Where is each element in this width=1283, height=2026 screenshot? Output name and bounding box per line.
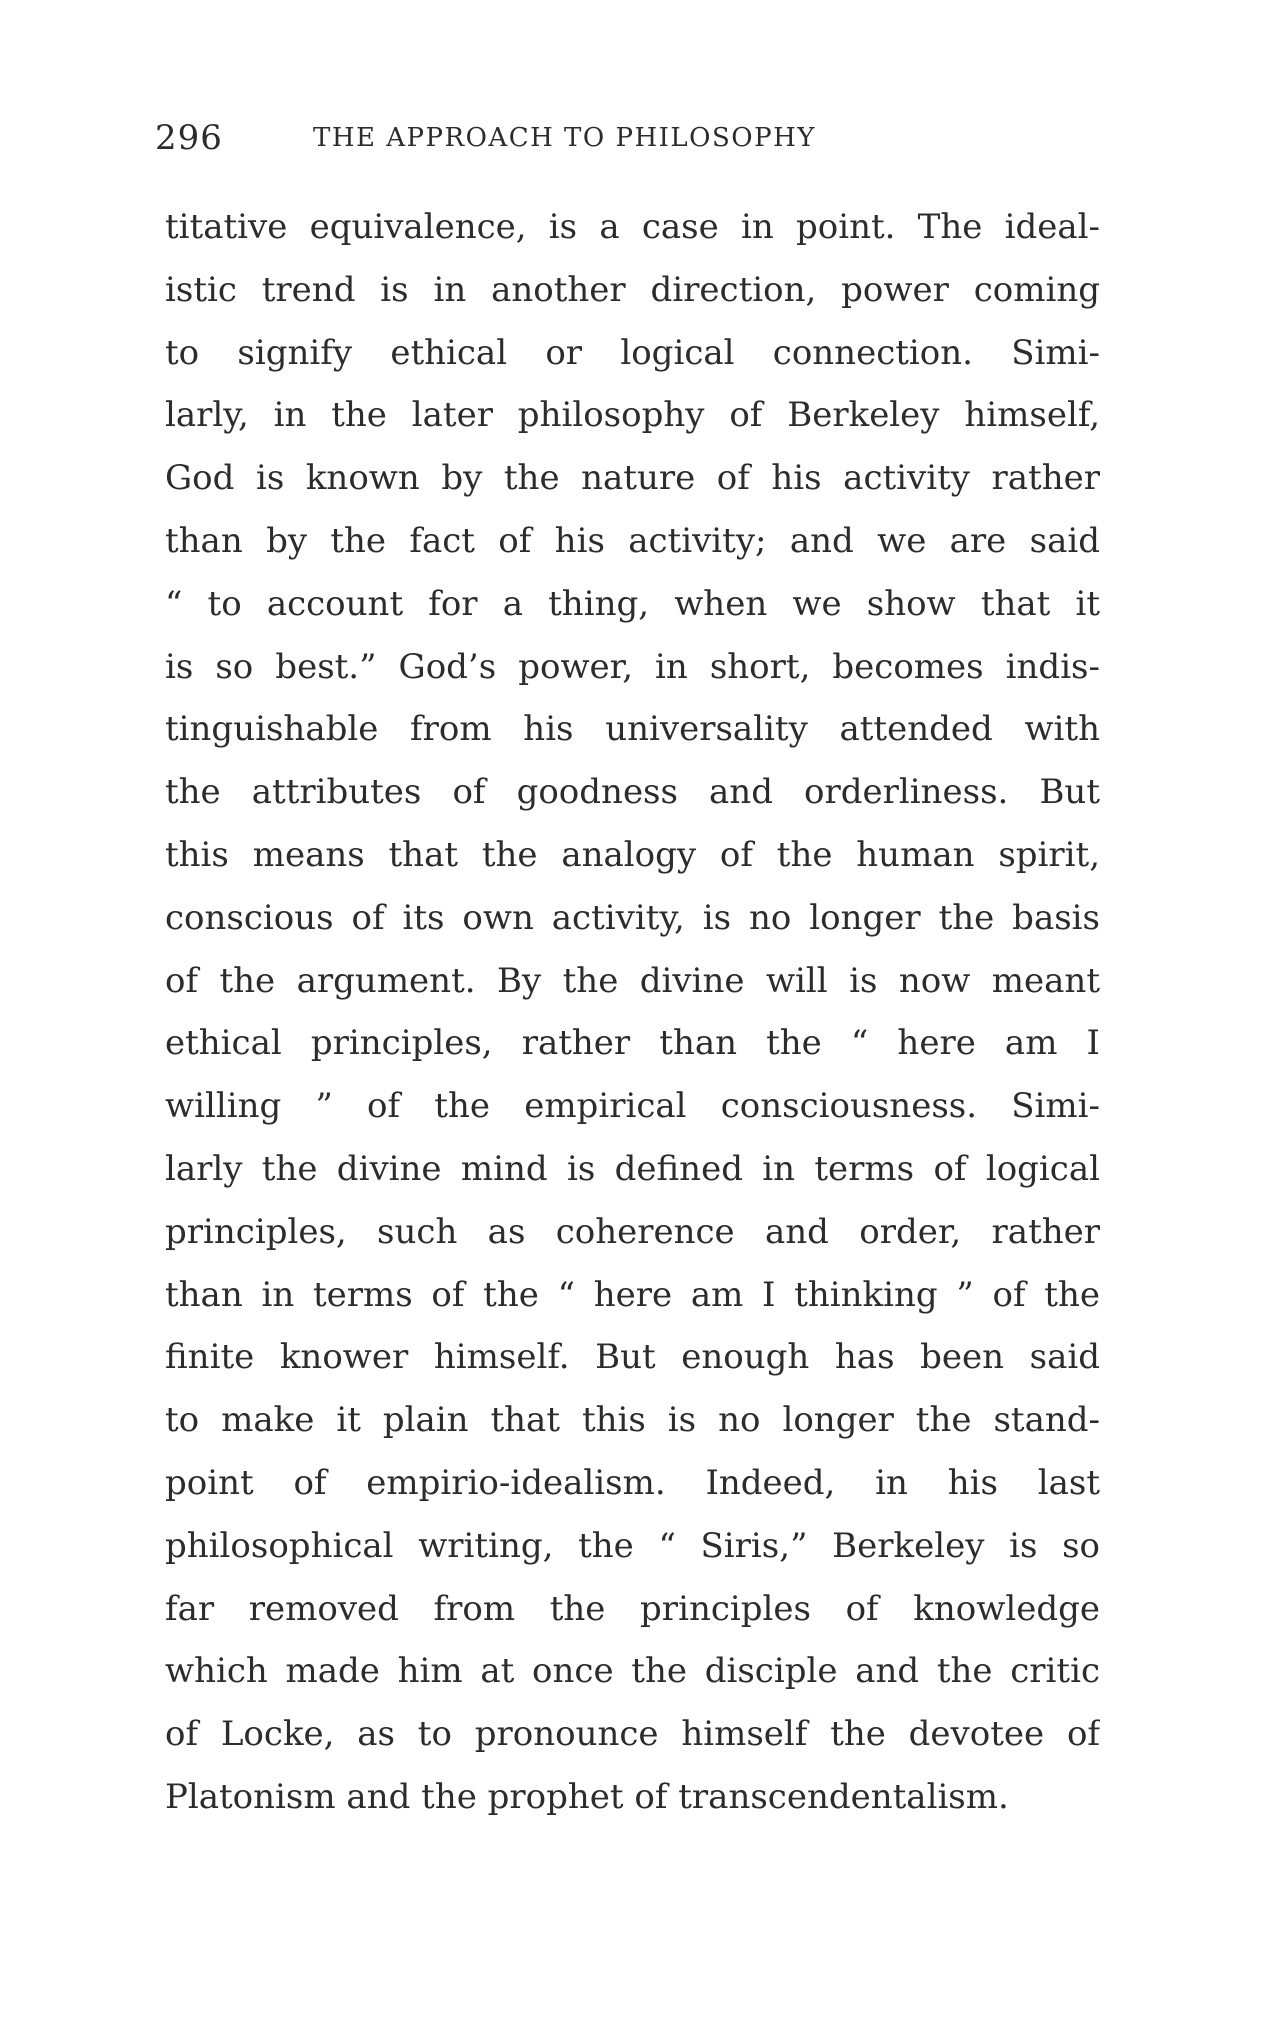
- text-line: God is known by the nature of his activity rather: [165, 458, 1100, 499]
- running-header: [155, 108, 1115, 168]
- text-line: ethical principles, rather than the “ here am I: [165, 1023, 1100, 1064]
- text-line: conscious of its own activity, is no longer the basis: [165, 897, 1100, 938]
- text-line: of Locke, as to pronounce himself the devotee of: [165, 1714, 1100, 1755]
- text-line: philosophical writing, the “ Siris,” Berkeley is so: [165, 1525, 1100, 1566]
- text-line: Platonism and the prophet of transcendentalism.: [165, 1776, 1009, 1817]
- text-line: to signify ethical or logical connection. Simi-: [165, 332, 1100, 373]
- text-line: than by the fact of his activity; and we are said: [165, 520, 1100, 561]
- text-line: to make it plain that this is no longer the stand-: [165, 1400, 1100, 1441]
- text-line: finite knower himself. But enough has been said: [165, 1337, 1100, 1378]
- text-line: this means that the analogy of the human spirit,: [165, 834, 1100, 875]
- text-line: principles, such as coherence and order, rather: [165, 1211, 1100, 1252]
- body-text: [165, 196, 1100, 1829]
- text-line: larly the divine mind is defined in terms of logical: [165, 1148, 1100, 1189]
- text-line: istic trend is in another direction, power coming: [165, 269, 1100, 310]
- text-line: point of empirio-idealism. Indeed, in his last: [165, 1462, 1100, 1503]
- text-line: tinguishable from his universality attended with: [165, 709, 1100, 750]
- text-line: which made him at once the disciple and the critic: [165, 1651, 1100, 1692]
- text-line: titative equivalence, is a case in point. The ideal-: [165, 207, 1100, 247]
- page-number: 296: [155, 118, 223, 158]
- text-line: “ to account for a thing, when we show that it: [165, 583, 1100, 624]
- text-line: of the argument. By the divine will is now meant: [165, 960, 1100, 1001]
- text-line: the attributes of goodness and orderliness. But: [165, 772, 1100, 813]
- text-line: is so best.” God’s power, in short, becomes indis-: [165, 646, 1100, 687]
- text-line: willing ” of the empirical consciousness. Simi-: [165, 1086, 1100, 1127]
- text-line: than in terms of the “ here am I thinking ” of the: [165, 1274, 1100, 1315]
- text-line: far removed from the principles of knowledge: [165, 1588, 1100, 1629]
- text-line: larly, in the later philosophy of Berkeley himself,: [165, 395, 1100, 436]
- running-title: THE APPROACH TO PHILOSOPHY: [313, 123, 816, 153]
